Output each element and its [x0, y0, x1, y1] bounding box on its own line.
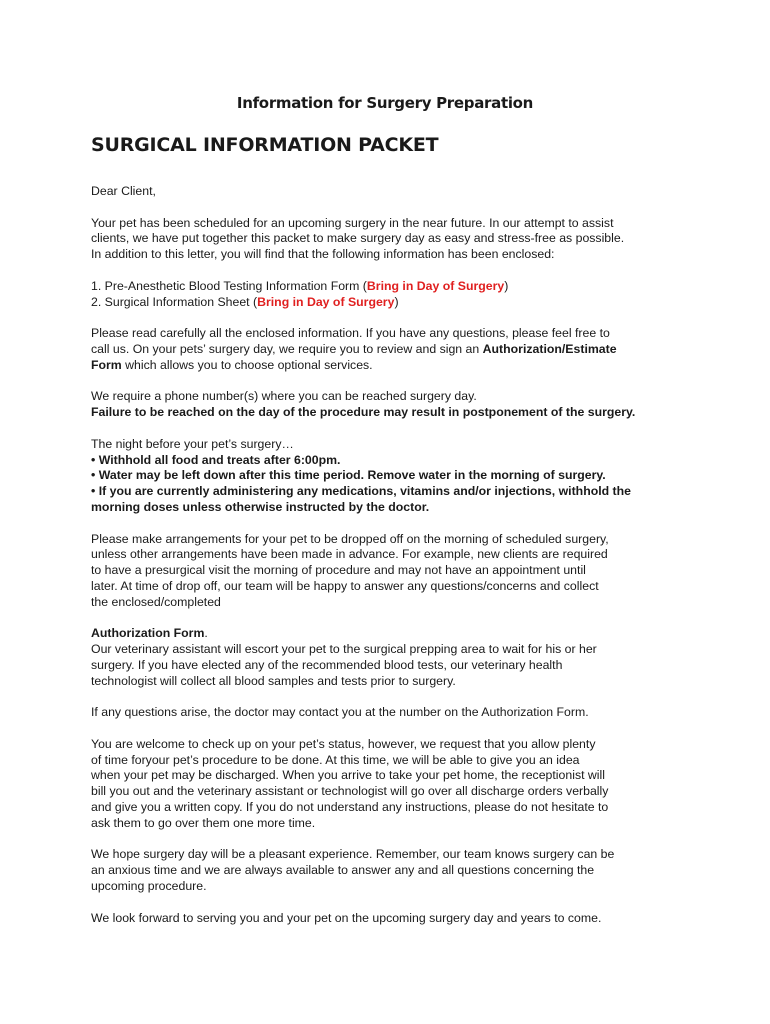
authorization-heading-punct: .: [204, 626, 208, 641]
dropoff-line: the enclosed/completed: [91, 594, 221, 609]
authorization-estimate-term: Authorization/Estimate: [482, 341, 617, 356]
phone-paragraph: [91, 389, 691, 421]
closing-line: We look forward to serving you and your pet on the upcoming surgery day and years to come.: [91, 910, 602, 925]
dropoff-line: unless other arrangements have been made in advance. For example, new clients are required: [91, 547, 608, 562]
enclosed-item-text: 2. Surgical Information Sheet (: [91, 294, 258, 309]
authorization-heading: Authorization Form: [91, 626, 205, 641]
status-line: ask them to go over them one more time.: [91, 815, 316, 830]
intro-paragraph: [91, 216, 691, 263]
enclosed-item-2: [91, 295, 691, 311]
dropoff-paragraph: [91, 532, 691, 611]
read-line: Please read carefully all the enclosed information. If you have any questions, please feel free to: [91, 326, 610, 341]
night-before-section: [91, 437, 691, 516]
authorization-line: technologist will collect all blood samples and tests prior to surgery.: [91, 673, 456, 688]
bring-note: Bring in Day of Surgery: [366, 278, 505, 293]
hope-line: an anxious time and we are always available to answer any and all questions concerning the: [91, 863, 595, 878]
dropoff-line: Please make arrangements for your pet to be dropped off on the morning of scheduled surgery,: [91, 531, 609, 546]
authorization-heading-line: [91, 626, 691, 642]
enclosed-item-suffix: ): [394, 294, 399, 309]
hope-line: upcoming procedure.: [91, 879, 207, 894]
enclosed-list: [91, 279, 691, 311]
enclosed-item-suffix: ): [504, 278, 509, 293]
enclosed-item-1: [91, 279, 691, 295]
intro-line: Your pet has been scheduled for an upcoming surgery in the near future. In our attempt to assist: [91, 215, 614, 230]
form-term: Form: [91, 357, 122, 372]
bring-note: Bring in Day of Surgery: [257, 294, 395, 309]
dropoff-line: to have a presurgical visit the morning of procedure and may not have an appointment until: [91, 563, 586, 578]
status-line: of time foryour pet’s procedure to be done. At this time, we will be able to give you an idea: [91, 752, 580, 767]
status-line: and give you a written copy. If you do not understand any instructions, please do not hesitate to: [91, 800, 609, 815]
read-line: [91, 358, 691, 374]
questions-line: If any questions arise, the doctor may contact you at the number on the Authorization Form.: [91, 705, 589, 720]
document-title: SURGICAL INFORMATION PACKET: [91, 134, 439, 156]
page-header-title: Information for Surgery Preparation: [236, 94, 534, 112]
read-text: which allows you to choose optional services.: [121, 357, 373, 372]
status-paragraph: [91, 737, 691, 832]
intro-line: clients, we have put together this packet to make surgery day as easy and stress-free as possible.: [91, 231, 625, 246]
status-line: You are welcome to check up on your pet’s status, however, we request that you allow plenty: [91, 736, 596, 751]
authorization-section: [91, 626, 691, 689]
status-line: when your pet may be discharged. When you arrive to take your pet home, the receptionist will: [91, 768, 606, 783]
hope-paragraph: [91, 847, 691, 894]
closing-paragraph: [91, 911, 691, 927]
read-text: call us. On your pets’ surgery day, we require you to review and sign an: [91, 341, 483, 356]
authorization-line: surgery. If you have elected any of the recommended blood tests, our veterinary health: [91, 657, 563, 672]
greeting: [91, 184, 691, 200]
hope-line: We hope surgery day will be a pleasant experience. Remember, our team knows surgery can be: [91, 847, 615, 862]
status-line: bill you out and the veterinary assistant or technologist will go over all discharge orders verbally: [91, 784, 609, 799]
read-paragraph: [91, 326, 691, 373]
night-intro: The night before your pet’s surgery…: [91, 436, 294, 451]
enclosed-item-text: 1. Pre-Anesthetic Blood Testing Information Form (: [91, 278, 367, 293]
phone-line: We require a phone number(s) where you can be reached surgery day.: [91, 389, 477, 404]
questions-paragraph: [91, 705, 691, 721]
dropoff-line: later. At time of drop off, our team will be happy to answer any questions/concerns and collect: [91, 578, 599, 593]
authorization-line: Our veterinary assistant will escort your pet to the surgical prepping area to wait for his or her: [91, 642, 597, 657]
document-body: [91, 184, 691, 942]
night-bullet: • Water may be left down after this time period. Remove water in the morning of surgery.: [91, 468, 606, 483]
night-bullet: • If you are currently administering any medications, vitamins and/or injections, withhold the: [91, 484, 632, 499]
read-line: [91, 342, 691, 358]
night-bullet: • Withhold all food and treats after 6:00pm.: [91, 452, 341, 467]
greeting-text: Dear Client,: [91, 184, 156, 198]
phone-warning: Failure to be reached on the day of the procedure may result in postponement of the surgery.: [91, 405, 636, 420]
intro-line: In addition to this letter, you will find that the following information has been enclosed:: [91, 247, 555, 262]
night-bullet-cont: morning doses unless otherwise instructed by the doctor.: [91, 499, 430, 514]
